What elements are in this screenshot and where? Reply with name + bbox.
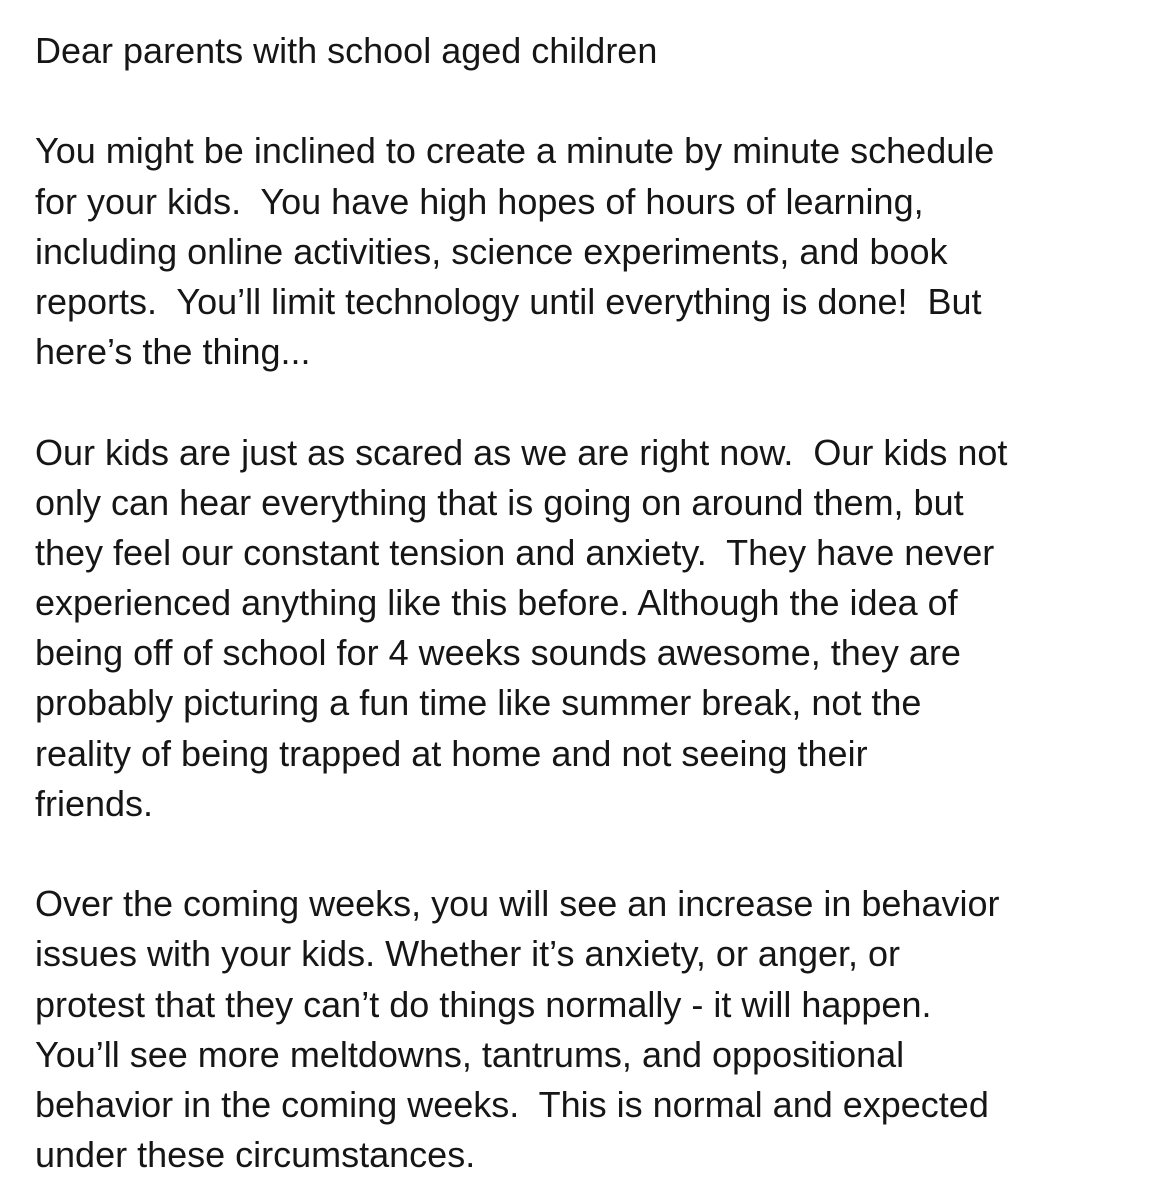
paragraph-line: behavior in the coming weeks. This is normal and expected (35, 1083, 989, 1125)
paragraph-spacer (35, 377, 1130, 427)
paragraph-line: including online activities, science experiments, and book (35, 230, 948, 272)
paragraph-line: Over the coming weeks, you will see an increase in behavior (35, 883, 1000, 925)
paragraph-line: You’ll see more meltdowns, tantrums, and oppositional (35, 1033, 905, 1075)
paragraph-line: issues with your kids. Whether it’s anxiety, or anger, or (35, 933, 901, 975)
paragraph-1 (35, 126, 1130, 377)
paragraph-3 (35, 879, 1130, 1180)
paragraph-spacer (35, 829, 1130, 879)
paragraph-line: only can hear everything that is going on around them, but (35, 481, 964, 523)
paragraph-line: being off of school for 4 weeks sounds awesome, they are (35, 632, 961, 674)
paragraph-line: for your kids. You have high hopes of hours of learning, (35, 180, 924, 222)
paragraph-line: experienced anything like this before. Although the idea of (35, 582, 958, 624)
paragraph-line: they feel our constant tension and anxiety. They have never (35, 531, 995, 573)
paragraph-line: protest that they can’t do things normally - it will happen. (35, 983, 932, 1025)
paragraph-line: reports. You’ll limit technology until everything is done! But (35, 280, 982, 322)
paragraph-spacer (35, 76, 1130, 126)
paragraph-line: here’s the thing... (35, 331, 311, 373)
paragraph-line: under these circumstances. (35, 1134, 476, 1176)
paragraph-line: reality of being trapped at home and not seeing their (35, 732, 868, 774)
paragraph-line: friends. (35, 782, 154, 824)
paragraph-line: probably picturing a fun time like summer break, not the (35, 682, 922, 724)
paragraph-line: You might be inclined to create a minute by minute schedule (35, 130, 995, 172)
paragraph-2 (35, 428, 1130, 830)
paragraph-line: Our kids are just as scared as we are right now. Our kids not (35, 431, 1008, 473)
salutation: Dear parents with school aged children (35, 30, 658, 71)
